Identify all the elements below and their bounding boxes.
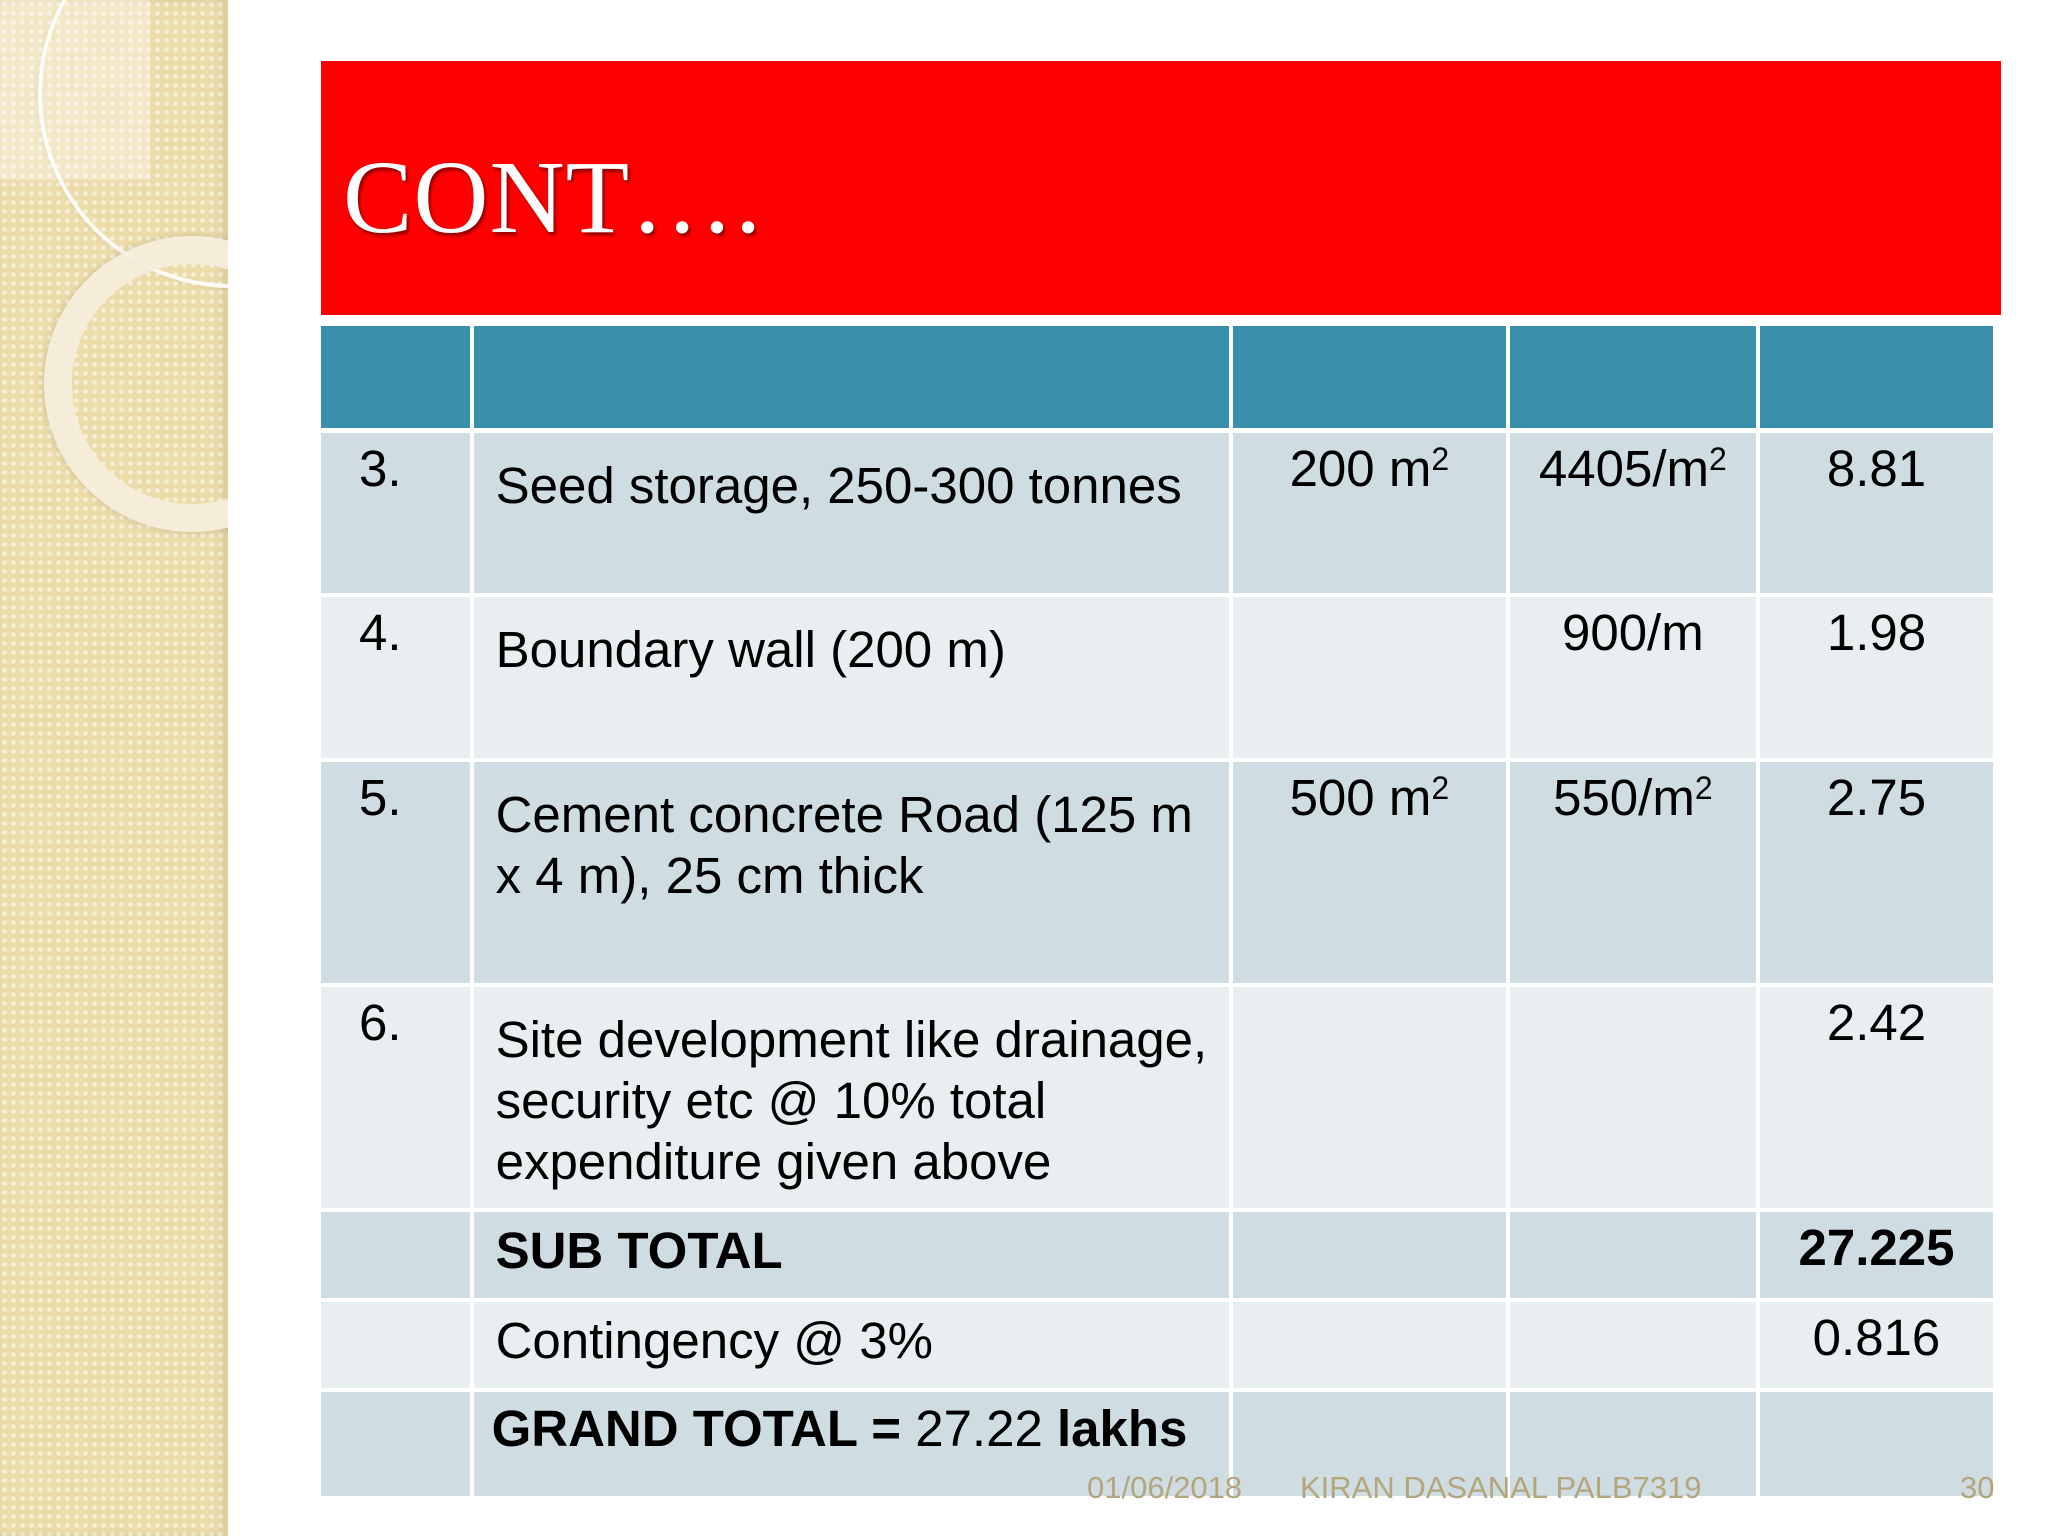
grand-total-unit: lakhs — [1057, 1400, 1188, 1457]
empty-cell — [321, 1302, 470, 1392]
empty-cell — [1233, 1302, 1506, 1392]
subtotal-label: SUB TOTAL — [474, 1212, 1229, 1302]
rate-value: 4405/m — [1538, 440, 1709, 497]
row-amount: 2.42 — [1760, 987, 1993, 1212]
grand-total-label: GRAND TOTAL = — [491, 1400, 902, 1457]
row-rate — [1510, 433, 1756, 597]
row-amount: 1.98 — [1760, 597, 1993, 762]
contingency-row — [321, 1302, 1993, 1392]
table-row — [321, 762, 1993, 987]
rate-exponent: 2 — [1709, 441, 1727, 477]
row-item: Seed storage, 250-300 tonnes — [474, 433, 1229, 597]
row-rate — [1510, 762, 1756, 987]
table-row — [321, 433, 1993, 597]
footer-author: KIRAN DASANAL PALB7319 — [1300, 1470, 1702, 1505]
contingency-amount: 0.816 — [1760, 1302, 1993, 1392]
quantity-exponent: 2 — [1431, 770, 1450, 806]
row-amount: 8.81 — [1760, 433, 1993, 597]
row-item: Site development like drainage, security etc @ 10% total expenditure given above — [474, 987, 1229, 1212]
decorative-ring — [44, 236, 228, 532]
empty-cell — [321, 1392, 470, 1496]
row-quantity — [1233, 433, 1506, 597]
header-cell — [1510, 326, 1756, 433]
table-row — [321, 987, 1993, 1212]
table-row — [321, 597, 1993, 762]
cost-table — [317, 326, 1997, 1496]
page-number: 30 — [1960, 1470, 1995, 1505]
row-amount: 2.75 — [1760, 762, 1993, 987]
empty-cell — [1233, 1212, 1506, 1302]
row-quantity — [1233, 762, 1506, 987]
rate-exponent: 2 — [1694, 770, 1713, 806]
empty-cell — [1760, 1392, 1993, 1496]
row-number: 4. — [321, 597, 470, 762]
contingency-label: Contingency @ 3% — [474, 1302, 1229, 1392]
quantity-exponent: 2 — [1431, 441, 1450, 477]
header-cell — [1233, 326, 1506, 433]
empty-cell — [321, 1212, 470, 1302]
row-quantity — [1233, 597, 1506, 762]
row-item: Cement concrete Road (125 m x 4 m), 25 cm thick — [474, 762, 1229, 987]
row-rate — [1510, 987, 1756, 1212]
header-cell — [474, 326, 1229, 433]
row-quantity — [1233, 987, 1506, 1212]
rate-value: 550/m — [1553, 769, 1695, 826]
empty-cell — [1510, 1212, 1756, 1302]
slide-title: CONT…. — [343, 140, 763, 255]
footer-date: 01/06/2018 — [1087, 1470, 1243, 1505]
row-number: 5. — [321, 762, 470, 987]
row-number: 6. — [321, 987, 470, 1212]
header-cell — [321, 326, 470, 433]
rate-value: 900/m — [1561, 604, 1704, 661]
row-number: 3. — [321, 433, 470, 597]
header-cell — [1760, 326, 1993, 433]
row-rate — [1510, 597, 1756, 762]
quantity-value: 500 m — [1289, 769, 1432, 826]
side-decoration — [0, 0, 228, 1536]
subtotal-amount: 27.225 — [1760, 1212, 1993, 1302]
subtotal-row — [321, 1212, 1993, 1302]
empty-cell — [1510, 1302, 1756, 1392]
quantity-value: 200 m — [1289, 440, 1432, 497]
row-item: Boundary wall (200 m) — [474, 597, 1229, 762]
table-header-row — [321, 326, 1993, 433]
grand-total-value: 27.22 — [915, 1400, 1043, 1457]
